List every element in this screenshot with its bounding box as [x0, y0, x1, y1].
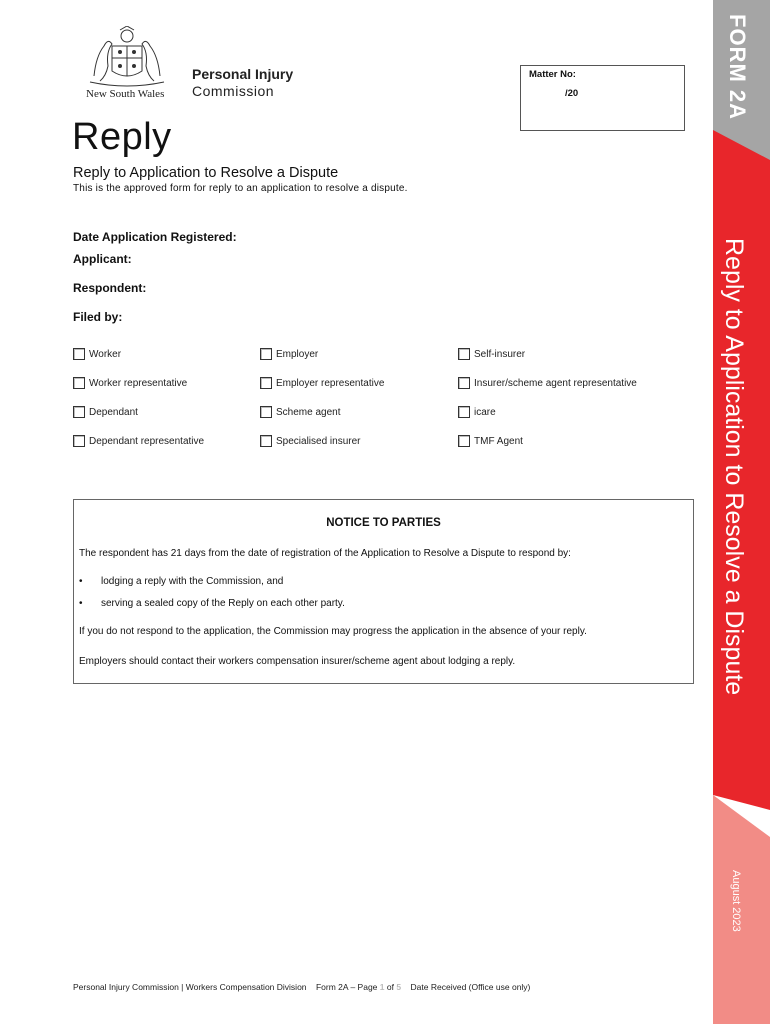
checkbox-worker[interactable] [73, 348, 121, 360]
side-form-title: Reply to Application to Resolve a Dispute [720, 238, 748, 696]
checkbox-box[interactable] [73, 348, 85, 360]
nsw-coat-of-arms-icon [82, 26, 172, 88]
page-title: Reply [72, 116, 172, 158]
checkbox-label: Scheme agent [276, 406, 341, 418]
pic-wordmark [192, 66, 293, 100]
checkbox-label: Dependant representative [89, 435, 205, 447]
page-footer [73, 982, 530, 992]
checkbox-dependant-representative[interactable] [73, 435, 204, 447]
footer-of: of [386, 982, 394, 992]
checkbox-icare[interactable] [458, 406, 496, 418]
checkbox-box[interactable] [458, 348, 470, 360]
notice-title: NOTICE TO PARTIES [326, 517, 441, 529]
footer-page-number: 1 [379, 982, 385, 992]
checkbox-box[interactable] [260, 435, 272, 447]
checkbox-box[interactable] [458, 406, 470, 418]
checkbox-label: Employer representative [276, 377, 385, 389]
checkbox-box[interactable] [260, 348, 272, 360]
checkbox-employer-representative[interactable] [260, 377, 384, 389]
checkbox-label: Worker representative [89, 377, 188, 389]
matter-number-year: /20 [565, 88, 579, 99]
checkbox-box[interactable] [73, 435, 85, 447]
checkbox-dependant[interactable] [73, 406, 138, 418]
matter-number-label: Matter No: [529, 69, 576, 80]
checkbox-label: Specialised insurer [276, 435, 361, 447]
footer-date-received: Date Received (Office use only) [410, 982, 531, 992]
form-version-date: August 2023 [730, 870, 742, 932]
respondent-label: Respondent: [73, 281, 147, 295]
checkbox-box[interactable] [458, 435, 470, 447]
pic-name-line1: Personal Injury [192, 66, 294, 82]
filed-by-label: Filed by: [73, 310, 123, 324]
checkbox-scheme-agent[interactable] [260, 406, 341, 418]
checkbox-box[interactable] [73, 406, 85, 418]
checkbox-box[interactable] [458, 377, 470, 389]
nsw-wordmark: New South Wales [86, 88, 165, 100]
checkbox-box[interactable] [73, 377, 85, 389]
form-number-label: FORM 2A [725, 14, 750, 120]
checkbox-label: Dependant [89, 406, 138, 418]
checkbox-label: Self-insurer [474, 348, 526, 360]
checkbox-insurer-agent-representative[interactable] [458, 377, 637, 389]
page-subtitle: Reply to Application to Resolve a Dispute [73, 165, 339, 181]
applicant-label: Applicant: [73, 252, 132, 266]
notice-to-parties-box [73, 499, 694, 684]
matter-number-box[interactable] [520, 65, 685, 131]
bullet-dot: • [79, 598, 83, 609]
notice-bullet [79, 598, 345, 609]
notice-paragraph: Employers should contact their workers compensation insurer/scheme agent about lodging a reply. [79, 656, 516, 667]
nsw-pic-logo [78, 24, 318, 104]
checkbox-specialised-insurer[interactable] [260, 435, 361, 447]
footer-org: Personal Injury Commission | Workers Compensation Division [73, 982, 307, 992]
checkbox-box[interactable] [260, 406, 272, 418]
bullet-text: lodging a reply with the Commission, and [101, 576, 284, 587]
page-description: This is the approved form for reply to an application to resolve a dispute. [73, 183, 408, 194]
checkbox-label: Employer [276, 348, 319, 360]
date-registered-label: Date Application Registered: [73, 230, 237, 244]
checkbox-label: Worker [89, 348, 122, 360]
notice-bullet [79, 576, 283, 587]
checkbox-employer[interactable] [260, 348, 318, 360]
checkbox-box[interactable] [260, 377, 272, 389]
footer-page-total: 5 [396, 982, 402, 992]
footer-form-page: Form 2A – Page [315, 982, 378, 992]
checkbox-worker-representative[interactable] [73, 377, 187, 389]
checkbox-label: TMF Agent [474, 435, 523, 447]
bullet-text: serving a sealed copy of the Reply on each other party. [101, 598, 345, 609]
checkbox-label: icare [474, 406, 496, 418]
checkbox-label: Insurer/scheme agent representative [474, 377, 637, 389]
checkbox-tmf-agent[interactable] [458, 435, 523, 447]
checkbox-self-insurer[interactable] [458, 348, 525, 360]
bullet-dot: • [79, 576, 83, 587]
pic-name-line2: Commission [192, 83, 275, 99]
notice-intro: The respondent has 21 days from the date of registration of the Application to Resolve a Dispute to respond by: [79, 548, 571, 559]
notice-paragraph: If you do not respond to the application, the Commission may progress the application in the absence of your reply. [79, 626, 587, 637]
